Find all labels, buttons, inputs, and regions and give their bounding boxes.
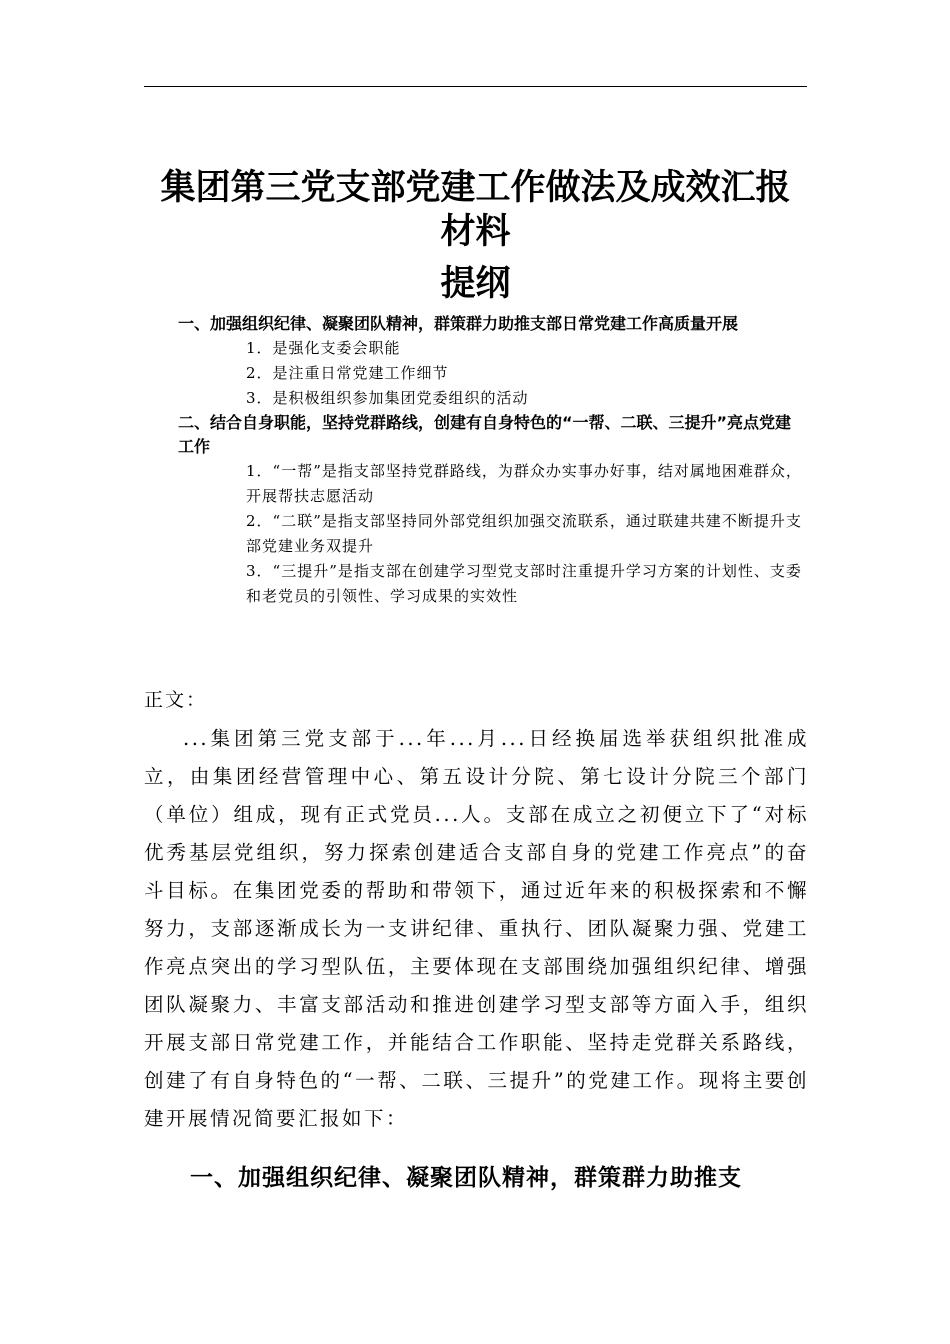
outline-item-2-1: 1．“一帮”是指支部坚持党群路线，为群众办实事办好事，结对属地困难群众，开展帮扶志愿活动 xyxy=(246,462,802,505)
outline-item-1-2: 2．是注重日常党建工作细节 xyxy=(246,364,449,382)
section-heading-1: 一、加强组织纪律、凝聚团队精神，群策群力助推支 xyxy=(190,1165,742,1191)
outline-item-1-1: 1．是强化支委会职能 xyxy=(246,339,401,357)
header-rule xyxy=(144,86,807,87)
document-title-line-1: 集团第三党支部党建工作做法及成效汇报 xyxy=(160,168,791,208)
outline-item-2-2: 2．“二联”是指支部坚持同外部党组织加强交流联系，通过联建共建不断提升支部党建业务双提升 xyxy=(246,512,802,555)
document-title xyxy=(144,166,807,254)
body-paragraph: ...集团第三党支部于...年...月...日经换届选举获组织批准成立，由集团经营管理中心、第五设计分院、第七设计分院三个部门（单位）组成，现有正式党员...人。支部在成立之初便立下了“对标优秀基层党组织，努力探索创建适合支部自身的党建工作亮点”的奋斗目标。在集团党委的帮助和带领下，通过近年来的积极探索和不懈努力，支部逐渐成长为一支讲纪律、重执行、团队凝聚力强、党建工作亮点突出的学习型队伍，主要体现在支部围绕加强组织纪律、增强团队凝聚力、丰富支部活动和推进创建学习型支部等方面入手，组织开展支部日常党建工作，并能结合工作职能、坚持走党群关系路线，创建了有自身特色的“一帮、二联、三提升”的党建工作。现将主要创建开展情况简要汇报如下： xyxy=(144,727,809,1130)
outline-item-2-3: 3．“三提升”是指支部在创建学习型党支部时注重提升学习方案的计划性、支委和老党员的引领性、学习成果的实效性 xyxy=(246,562,802,605)
outline-heading-2: 二、结合自身职能，坚持党群路线，创建有自身特色的“一帮、二联、三提升”亮点党建工作 xyxy=(178,413,792,456)
outline-title: 提纲 xyxy=(440,264,511,304)
document-title-line-2: 材料 xyxy=(440,212,511,252)
outline xyxy=(178,312,806,609)
outline-heading-1: 一、加强组织纪律、凝聚团队精神，群策群力助推支部日常党建工作高质量开展 xyxy=(178,314,739,333)
body-label: 正文： xyxy=(144,689,208,711)
outline-item-1-3: 3．是积极组织参加集团党委组织的活动 xyxy=(246,389,529,407)
